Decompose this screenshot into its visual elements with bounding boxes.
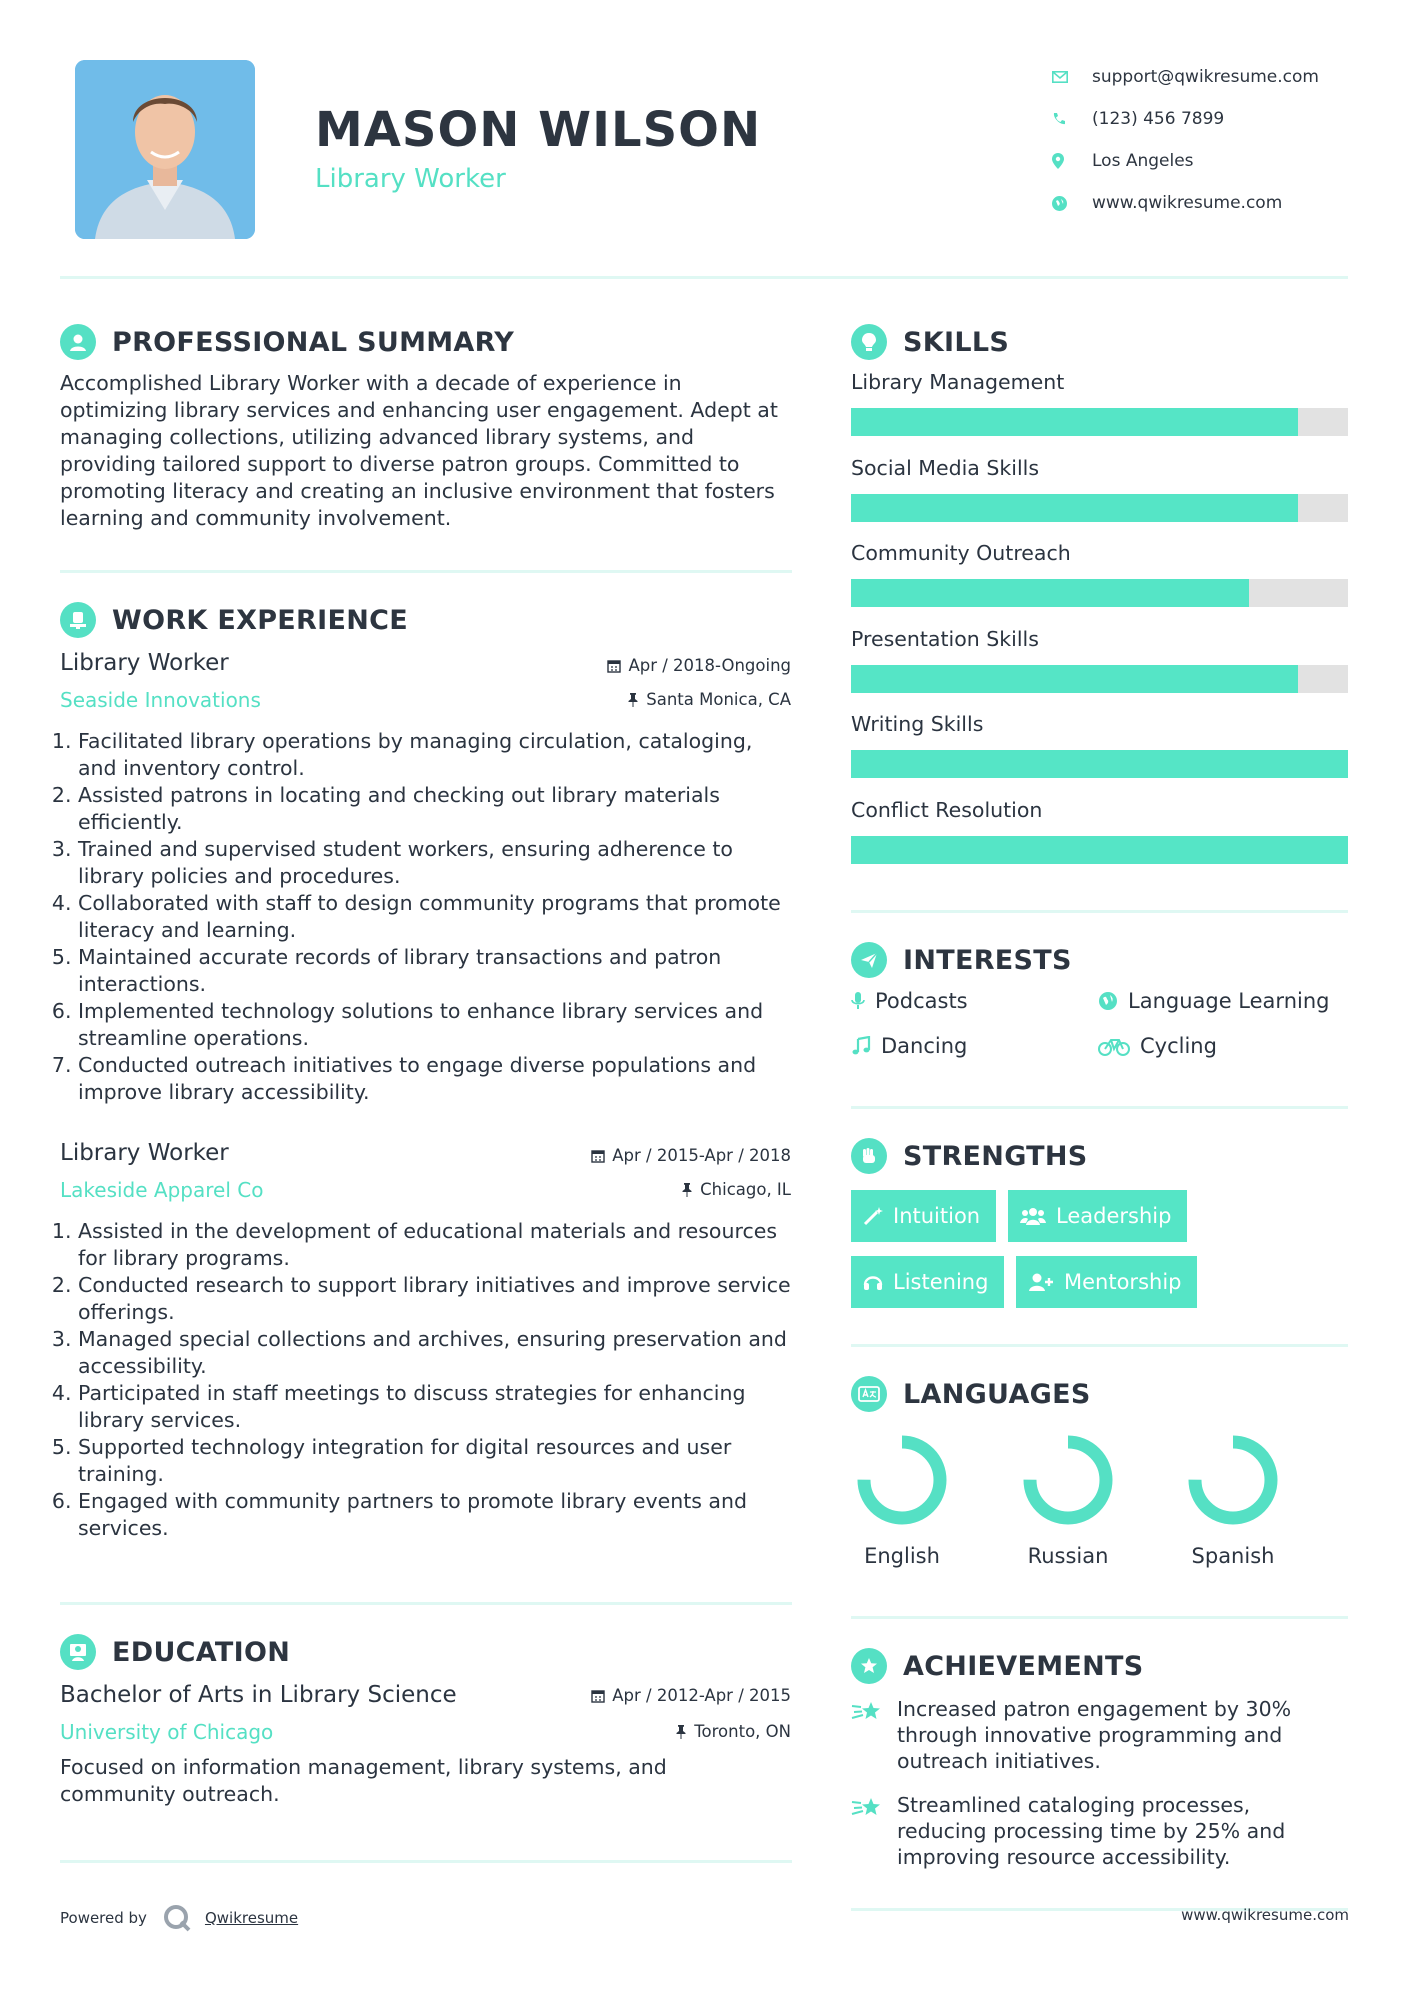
skill-bar-fill bbox=[851, 494, 1298, 522]
skill-bar-fill bbox=[851, 579, 1249, 607]
education-location: Toronto, ON bbox=[675, 1722, 791, 1741]
shooting-star-icon bbox=[851, 1698, 885, 1774]
list-item: 5. Supported technology integration for digital resources and user training. bbox=[78, 1434, 793, 1488]
powered-by: Powered by Qwikresume bbox=[60, 1904, 298, 1932]
skill-bar bbox=[851, 665, 1348, 693]
star-badge-icon bbox=[851, 1648, 887, 1684]
pushpin-icon bbox=[627, 693, 639, 707]
envelope-icon bbox=[1052, 71, 1092, 83]
language-ring bbox=[842, 1430, 962, 1530]
headphones-icon bbox=[863, 1272, 883, 1292]
section-divider bbox=[60, 1602, 792, 1605]
job-dates: Apr / 2018-Ongoing bbox=[607, 656, 791, 675]
list-item: 4. Collaborated with staff to design community programs that promote literacy and learning. bbox=[78, 890, 793, 944]
experience-heading: WORK EXPERIENCE bbox=[60, 602, 408, 638]
list-item: 3. Managed special collections and archives, ensuring preservation and accessibility. bbox=[78, 1326, 793, 1380]
section-divider bbox=[851, 910, 1348, 913]
summary-heading: PROFESSIONAL SUMMARY bbox=[60, 324, 514, 360]
section-divider bbox=[60, 1860, 792, 1863]
skill-name: Conflict Resolution bbox=[851, 797, 1043, 822]
job-title: Library Worker bbox=[60, 1140, 229, 1166]
job-location: Chicago, IL bbox=[681, 1180, 791, 1199]
user-icon bbox=[60, 324, 96, 360]
lightbulb-icon bbox=[851, 324, 887, 360]
list-item: 5. Maintained accurate records of library transactions and patron interactions. bbox=[78, 944, 793, 998]
briefcase-icon bbox=[60, 602, 96, 638]
calendar-icon bbox=[591, 1149, 605, 1163]
interest-item: Podcasts bbox=[851, 989, 968, 1013]
skill-bar-fill bbox=[851, 408, 1298, 436]
list-item: 6. Implemented technology solutions to enhance library services and streamline operations. bbox=[78, 998, 793, 1052]
bicycle-icon bbox=[1098, 1036, 1130, 1056]
skills-heading: SKILLS bbox=[851, 324, 1009, 360]
header-divider bbox=[60, 276, 1348, 279]
fist-icon bbox=[851, 1138, 887, 1174]
skill-name: Presentation Skills bbox=[851, 626, 1039, 651]
interest-item: Language Learning bbox=[1098, 989, 1329, 1013]
education-heading: EDUCATION bbox=[60, 1634, 290, 1670]
paper-plane-icon bbox=[851, 942, 887, 978]
qwikresume-logo-icon bbox=[163, 1904, 193, 1932]
job-duties-list bbox=[58, 1218, 793, 1542]
company-name: Seaside Innovations bbox=[60, 688, 261, 712]
skill-bar-fill bbox=[851, 836, 1348, 864]
skill-name: Community Outreach bbox=[851, 541, 1071, 565]
education-dates: Apr / 2012-Apr / 2015 bbox=[591, 1686, 791, 1705]
skill-name: Writing Skills bbox=[851, 712, 984, 736]
languages-heading: LANGUAGES bbox=[851, 1376, 1091, 1412]
music-note-icon bbox=[851, 1036, 871, 1056]
language-name: Russian bbox=[1027, 1544, 1109, 1568]
school-name: University of Chicago bbox=[60, 1720, 274, 1744]
pushpin-icon bbox=[681, 1183, 693, 1197]
calendar-icon bbox=[607, 659, 621, 673]
language-name: English bbox=[864, 1544, 940, 1568]
user-plus-icon bbox=[1028, 1272, 1054, 1292]
map-pin-icon bbox=[1052, 153, 1092, 169]
calendar-icon bbox=[591, 1689, 605, 1703]
job-location: Santa Monica, CA bbox=[627, 690, 791, 709]
section-divider bbox=[851, 1616, 1348, 1619]
interests-heading: INTERESTS bbox=[851, 942, 1072, 978]
microphone-icon bbox=[851, 991, 865, 1011]
contact-block bbox=[1052, 56, 1382, 224]
strength-tag: Intuition bbox=[851, 1190, 996, 1242]
skill-bar bbox=[851, 408, 1348, 436]
contact-website[interactable]: www.qwikresume.com bbox=[1052, 182, 1382, 224]
language-level-arc bbox=[864, 1442, 940, 1518]
section-divider bbox=[851, 1344, 1348, 1347]
list-item: 2. Assisted patrons in locating and checking out library materials efficiently. bbox=[78, 782, 793, 836]
skill-name: Social Media Skills bbox=[851, 455, 1040, 480]
section-divider bbox=[851, 1106, 1348, 1109]
globe-icon bbox=[1052, 196, 1092, 211]
magic-wand-icon bbox=[863, 1206, 883, 1226]
contact-location: Los Angeles bbox=[1052, 140, 1382, 182]
candidate-name: MASON WILSON bbox=[315, 102, 762, 158]
skill-bar bbox=[851, 579, 1348, 607]
graduate-icon bbox=[60, 1634, 96, 1670]
contact-email[interactable]: support@qwikresume.com bbox=[1052, 56, 1382, 98]
interest-item: Dancing bbox=[851, 1034, 967, 1058]
skill-bar-fill bbox=[851, 750, 1348, 778]
skill-bar bbox=[851, 750, 1348, 778]
language-ring bbox=[1173, 1430, 1293, 1530]
qwikresume-link[interactable]: Qwikresume bbox=[204, 1909, 299, 1927]
globe-icon bbox=[1098, 991, 1118, 1011]
phone-icon bbox=[1052, 112, 1092, 126]
education-description: Focused on information management, library systems, and community outreach. bbox=[60, 1755, 667, 1806]
list-item: 6. Engaged with community partners to promote library events and services. bbox=[78, 1488, 793, 1542]
list-item: 1. Facilitated library operations by managing circulation, cataloging, and inventory control. bbox=[78, 728, 793, 782]
language-name: Spanish bbox=[1191, 1544, 1275, 1568]
achievements-heading: ACHIEVEMENTS bbox=[851, 1648, 1144, 1684]
degree-title: Bachelor of Arts in Library Science bbox=[60, 1682, 457, 1708]
language-level-arc bbox=[1195, 1442, 1271, 1518]
footer-url[interactable]: www.qwikresume.com bbox=[1181, 1906, 1349, 1924]
list-item: 3. Trained and supervised student workers, ensuring adherence to library policies and procedures. bbox=[78, 836, 793, 890]
strength-tag: Listening bbox=[851, 1256, 1004, 1308]
job-title: Library Worker bbox=[60, 650, 229, 676]
contact-phone[interactable]: (123) 456 7899 bbox=[1052, 98, 1382, 140]
job-duties-list bbox=[58, 728, 793, 1106]
candidate-role: Library Worker bbox=[315, 164, 506, 194]
section-divider bbox=[60, 570, 792, 573]
list-item: 7. Conducted outreach initiatives to engage diverse populations and improve library accessibility. bbox=[78, 1052, 793, 1106]
achievement-item: Increased patron engagement by 30% through innovative programming and outreach initiatives. bbox=[851, 1696, 1331, 1774]
interest-item: Cycling bbox=[1098, 1034, 1217, 1058]
skill-bar bbox=[851, 836, 1348, 864]
users-icon bbox=[1020, 1206, 1046, 1226]
language-ring bbox=[1008, 1430, 1128, 1530]
list-item: 2. Conducted research to support library initiatives and improve service offerings. bbox=[78, 1272, 793, 1326]
list-item: 4. Participated in staff meetings to discuss strategies for enhancing library services. bbox=[78, 1380, 793, 1434]
strength-tag: Mentorship bbox=[1016, 1256, 1197, 1308]
achievement-item: Streamlined cataloging processes, reducing processing time by 25% and improving resource accessibility. bbox=[851, 1792, 1331, 1870]
summary-text: Accomplished Library Worker with a decade of experience in optimizing library services and enhancing user engagement. Adept at managing collections, utilizing advanced library systems, and providing tailored support to diverse patron groups. Committed to promoting literacy and creating an inclusive environment that fosters learning and community involvement. bbox=[60, 371, 778, 530]
strengths-heading: STRENGTHS bbox=[851, 1138, 1088, 1174]
list-item: 1. Assisted in the development of educational materials and resources for library programs. bbox=[78, 1218, 793, 1272]
language-icon bbox=[851, 1376, 887, 1412]
pushpin-icon bbox=[675, 1725, 687, 1739]
shooting-star-icon bbox=[851, 1794, 885, 1870]
skill-bar bbox=[851, 494, 1348, 522]
profile-photo bbox=[75, 60, 255, 239]
skill-bar-fill bbox=[851, 665, 1298, 693]
strength-tag: Leadership bbox=[1008, 1190, 1187, 1242]
job-dates: Apr / 2015-Apr / 2018 bbox=[591, 1146, 791, 1165]
language-level-arc bbox=[1030, 1442, 1106, 1518]
skill-name: Library Management bbox=[851, 370, 1065, 394]
company-name: Lakeside Apparel Co bbox=[60, 1178, 264, 1202]
